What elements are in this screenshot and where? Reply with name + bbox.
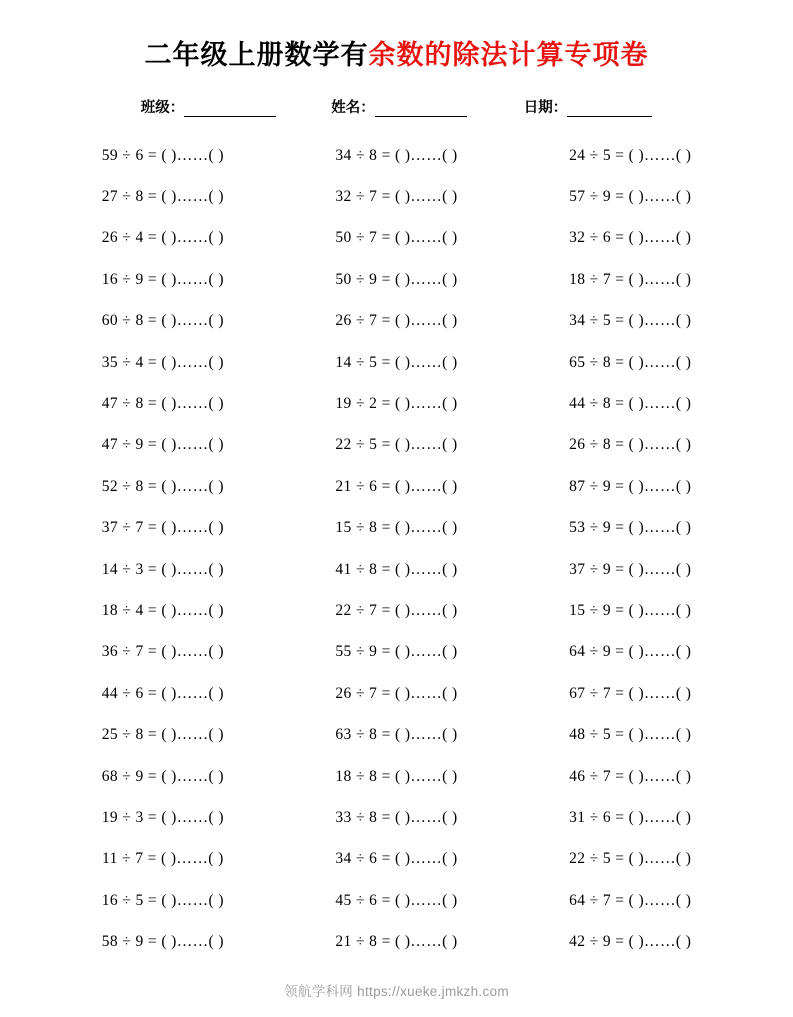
- problem-item[interactable]: 50 ÷ 7 = ( )……( ): [335, 229, 458, 247]
- problem-item[interactable]: 46 ÷ 7 = ( )……( ): [569, 767, 692, 785]
- problem-item[interactable]: 50 ÷ 9 = ( )……( ): [335, 270, 458, 288]
- problem-item[interactable]: 15 ÷ 9 = ( )……( ): [569, 601, 692, 619]
- name-label: 姓名：: [331, 100, 375, 116]
- problem-item[interactable]: 52 ÷ 8 = ( )……( ): [101, 477, 224, 495]
- problem-item[interactable]: 64 ÷ 7 = ( )……( ): [569, 891, 692, 909]
- problem-item[interactable]: 44 ÷ 6 = ( )……( ): [101, 684, 224, 702]
- problem-item[interactable]: 34 ÷ 6 = ( )……( ): [335, 850, 458, 868]
- problem-item[interactable]: 26 ÷ 8 = ( )……( ): [569, 436, 692, 454]
- page-title-red-part: 余数的除法计算专项卷: [368, 40, 649, 70]
- problem-item[interactable]: 33 ÷ 8 = ( )……( ): [335, 808, 458, 826]
- problem-item[interactable]: 32 ÷ 7 = ( )……( ): [335, 188, 458, 206]
- problem-item[interactable]: 45 ÷ 6 = ( )……( ): [335, 891, 458, 909]
- problem-item[interactable]: 63 ÷ 8 = ( )……( ): [335, 726, 458, 744]
- problem-item[interactable]: 18 ÷ 7 = ( )……( ): [569, 270, 692, 288]
- problem-item[interactable]: 16 ÷ 9 = ( )……( ): [101, 270, 224, 288]
- problem-item[interactable]: 48 ÷ 5 = ( )……( ): [569, 726, 692, 744]
- problem-item[interactable]: 26 ÷ 4 = ( )……( ): [101, 229, 224, 247]
- problem-item[interactable]: 22 ÷ 5 = ( )……( ): [569, 850, 692, 868]
- problem-item[interactable]: 67 ÷ 7 = ( )……( ): [569, 684, 692, 702]
- problem-item[interactable]: 26 ÷ 7 = ( )……( ): [335, 684, 458, 702]
- problem-item[interactable]: 26 ÷ 7 = ( )……( ): [335, 312, 458, 330]
- problem-item[interactable]: 19 ÷ 3 = ( )……( ): [101, 808, 224, 826]
- problem-item[interactable]: 32 ÷ 6 = ( )……( ): [569, 229, 692, 247]
- name-field: [331, 96, 467, 117]
- problem-item[interactable]: 14 ÷ 5 = ( )……( ): [335, 353, 458, 371]
- page-title: [46, 0, 747, 72]
- problem-item[interactable]: 21 ÷ 8 = ( )……( ): [335, 933, 458, 951]
- date-field: [524, 96, 653, 117]
- class-field: [141, 96, 277, 117]
- problem-item[interactable]: 87 ÷ 9 = ( )……( ): [569, 477, 692, 495]
- problem-item[interactable]: 18 ÷ 8 = ( )……( ): [335, 767, 458, 785]
- problem-item[interactable]: 57 ÷ 9 = ( )……( ): [569, 188, 692, 206]
- page-title-black-part: 二年级上册数学有: [144, 40, 369, 70]
- date-label: 日期：: [523, 100, 568, 116]
- problem-item[interactable]: 34 ÷ 8 = ( )……( ): [335, 146, 458, 164]
- problem-item[interactable]: 41 ÷ 8 = ( )……( ): [335, 560, 458, 578]
- problem-item[interactable]: 55 ÷ 9 = ( )……( ): [335, 643, 458, 661]
- problem-item[interactable]: 35 ÷ 4 = ( )……( ): [101, 353, 224, 371]
- problem-item[interactable]: 37 ÷ 9 = ( )……( ): [569, 560, 692, 578]
- name-input-line[interactable]: [375, 103, 467, 117]
- problem-item[interactable]: 64 ÷ 9 = ( )……( ): [569, 643, 692, 661]
- problem-item[interactable]: 58 ÷ 9 = ( )……( ): [101, 933, 224, 951]
- problem-item[interactable]: 19 ÷ 2 = ( )……( ): [335, 395, 458, 413]
- problem-item[interactable]: 47 ÷ 8 = ( )……( ): [101, 395, 224, 413]
- problem-item[interactable]: 59 ÷ 6 = ( )……( ): [101, 146, 224, 164]
- problem-item[interactable]: 36 ÷ 7 = ( )……( ): [101, 643, 224, 661]
- problem-item[interactable]: 42 ÷ 9 = ( )……( ): [569, 933, 692, 951]
- problem-item[interactable]: 44 ÷ 8 = ( )……( ): [569, 395, 692, 413]
- problem-item[interactable]: 68 ÷ 9 = ( )……( ): [101, 767, 224, 785]
- problem-item[interactable]: 34 ÷ 5 = ( )……( ): [569, 312, 692, 330]
- watermark: 领航学科网 https://xueke.jmkzh.com: [284, 984, 509, 999]
- problem-item[interactable]: 53 ÷ 9 = ( )……( ): [569, 519, 692, 537]
- problem-item[interactable]: 18 ÷ 4 = ( )……( ): [101, 601, 224, 619]
- student-info-row: [46, 96, 747, 117]
- problem-item[interactable]: 47 ÷ 9 = ( )……( ): [101, 436, 224, 454]
- problem-item[interactable]: 27 ÷ 8 = ( )……( ): [101, 188, 224, 206]
- problem-item[interactable]: 22 ÷ 7 = ( )……( ): [335, 601, 458, 619]
- problem-item[interactable]: 22 ÷ 5 = ( )……( ): [335, 436, 458, 454]
- class-input-line[interactable]: [184, 103, 276, 117]
- problem-item[interactable]: 37 ÷ 7 = ( )……( ): [101, 519, 224, 537]
- problem-item[interactable]: 16 ÷ 5 = ( )……( ): [101, 891, 224, 909]
- problem-item[interactable]: 15 ÷ 8 = ( )……( ): [335, 519, 458, 537]
- problem-item[interactable]: 25 ÷ 8 = ( )……( ): [101, 726, 224, 744]
- problem-item[interactable]: 65 ÷ 8 = ( )……( ): [569, 353, 692, 371]
- problem-item[interactable]: 31 ÷ 6 = ( )……( ): [569, 808, 692, 826]
- problem-item[interactable]: 24 ÷ 5 = ( )……( ): [569, 146, 692, 164]
- problem-item[interactable]: 60 ÷ 8 = ( )……( ): [101, 312, 224, 330]
- problems-grid: [46, 135, 747, 963]
- date-input-line[interactable]: [567, 103, 652, 117]
- class-label: 班级：: [140, 100, 185, 116]
- problem-item[interactable]: 14 ÷ 3 = ( )……( ): [101, 560, 224, 578]
- problem-item[interactable]: 11 ÷ 7 = ( )……( ): [102, 850, 224, 868]
- problem-item[interactable]: 21 ÷ 6 = ( )……( ): [335, 477, 458, 495]
